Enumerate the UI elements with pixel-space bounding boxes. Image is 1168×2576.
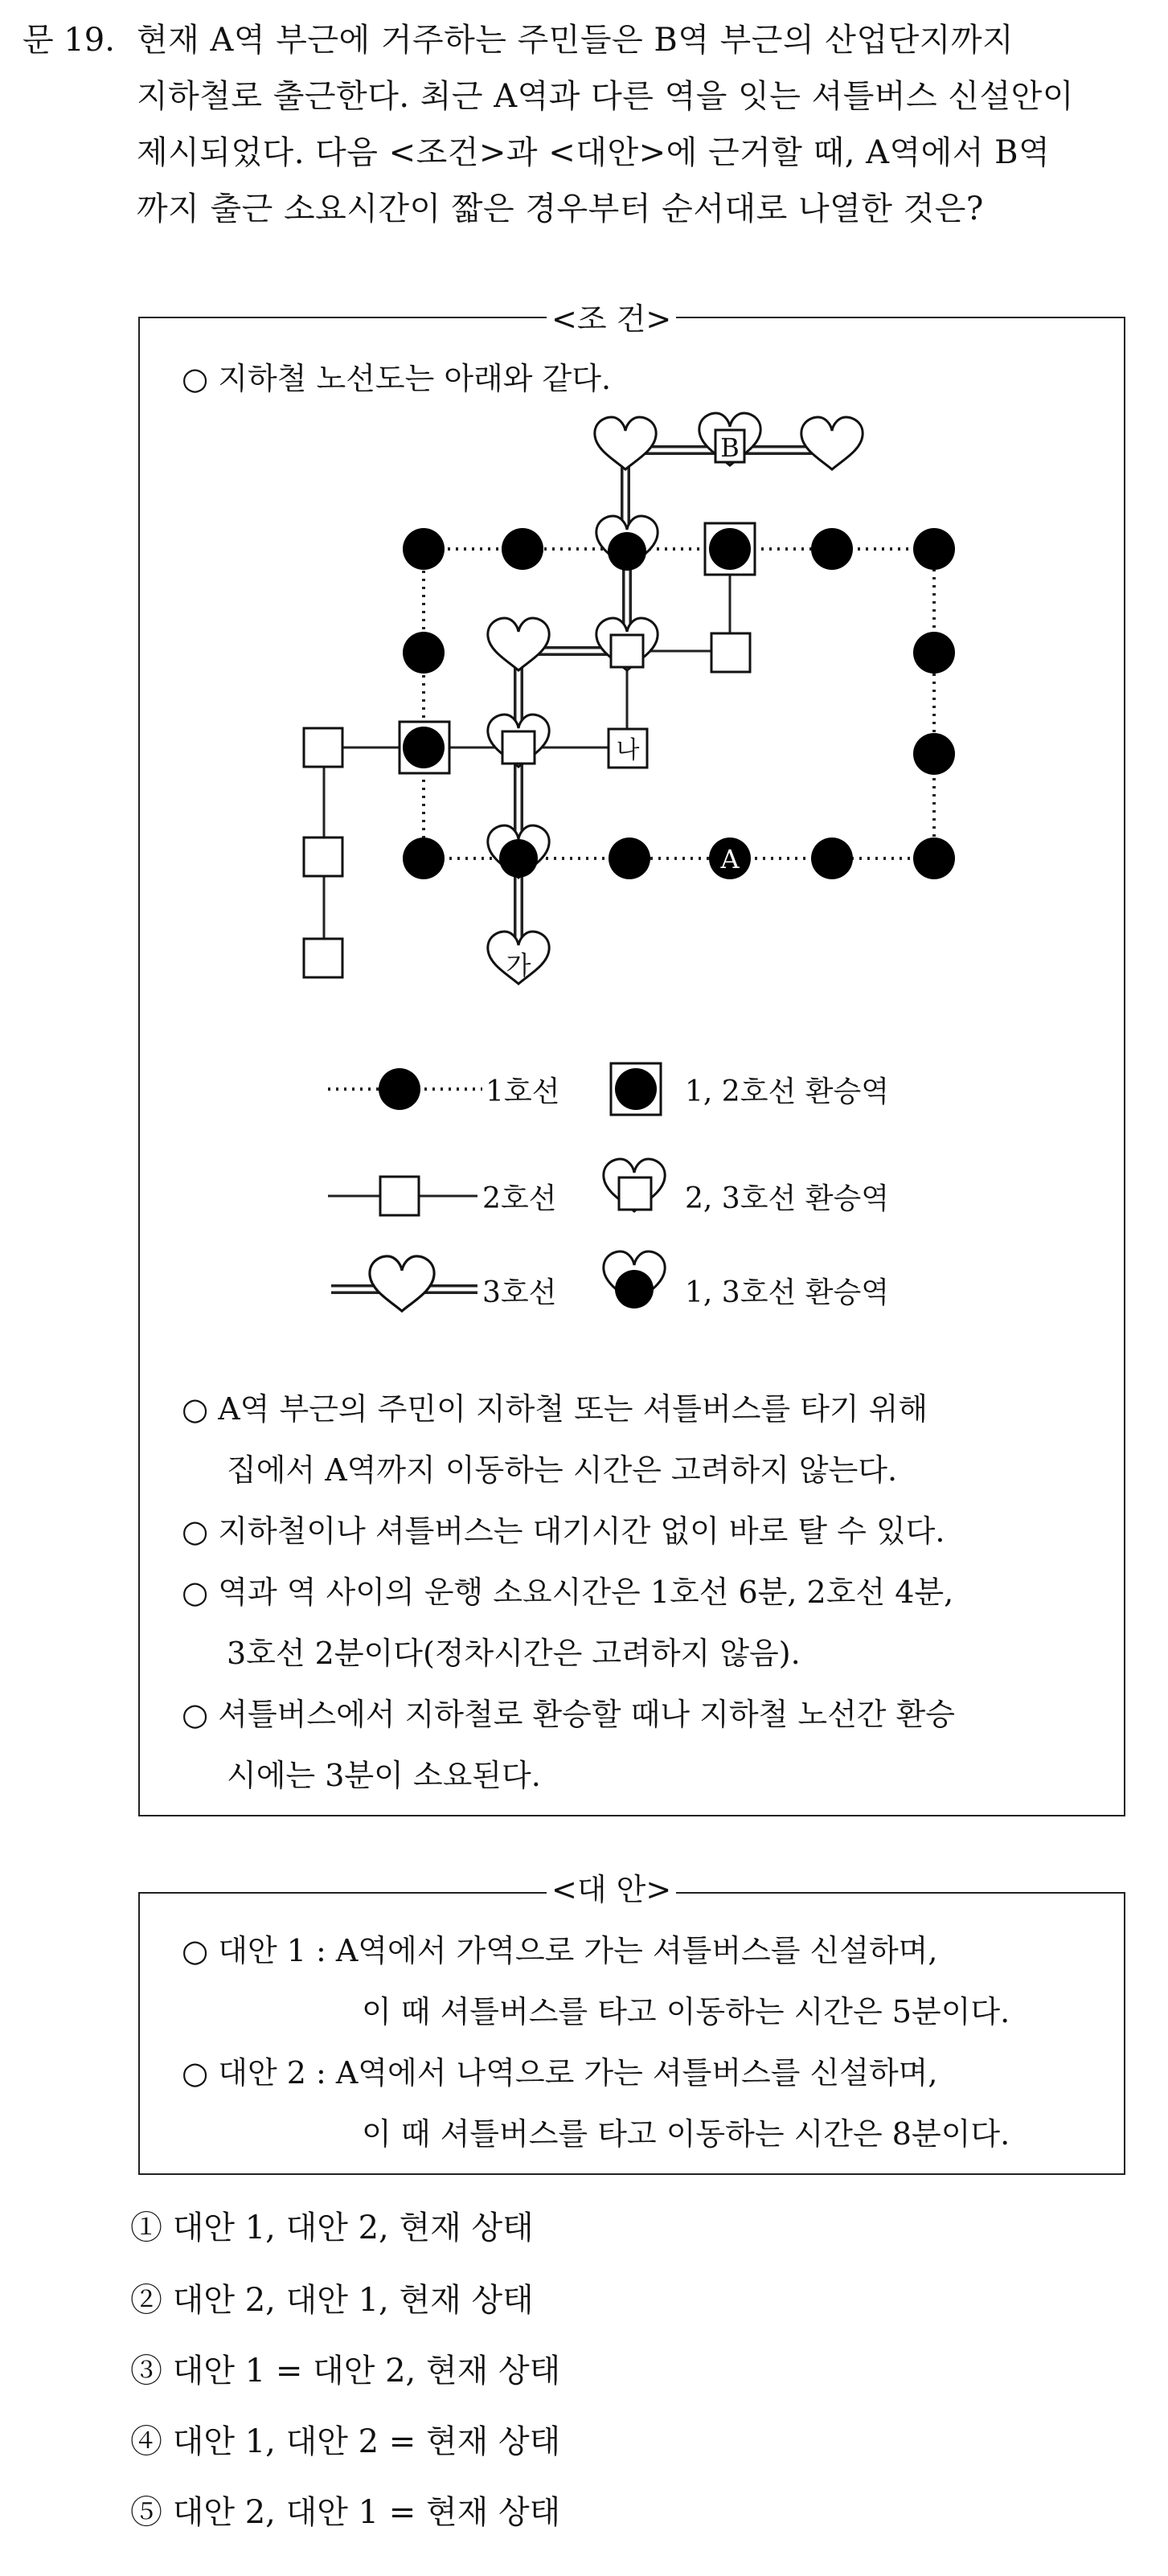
alternatives-title: <대 안> xyxy=(547,1865,676,1909)
label-B: B xyxy=(720,432,740,463)
label-A: A xyxy=(720,844,740,874)
alternative-2a: ○ 대안 2 : A역에서 나역으로 가는 셔틀버스를 신설하며, xyxy=(182,2055,938,2091)
condition-bullet-4b: 시에는 3분이 소요된다. xyxy=(227,1758,541,1793)
legend-line1-symbol xyxy=(328,1068,482,1110)
station-line1 xyxy=(403,838,445,879)
legend-transfer12-label: 1, 2호선 환승역 xyxy=(685,1075,890,1108)
answer-option-4[interactable]: ④ 대안 1, 대안 2 = 현재 상태 xyxy=(130,2423,561,2460)
question-line-2: 지하철로 출근한다. 최근 A역과 다른 역을 잇는 셔틀버스 신설안이 xyxy=(137,78,1074,115)
label-ga: 가 xyxy=(506,950,531,981)
legend-transfer12-symbol xyxy=(611,1063,661,1115)
question-line-1: 현재 A역 부근에 거주하는 주민들은 B역 부근의 산업단지까지 xyxy=(137,22,1014,59)
question-line-3: 제시되었다. 다음 <조건>과 <대안>에 근거할 때, A역에서 B역 xyxy=(137,134,1051,171)
legend-line3-symbol xyxy=(331,1256,477,1311)
condition-bullet-1a: ○ A역 부근의 주민이 지하철 또는 셔틀버스를 타기 위해 xyxy=(182,1391,928,1427)
station-line2 xyxy=(304,838,342,876)
legend-transfer13-label: 1, 3호선 환승역 xyxy=(685,1276,890,1309)
station-line2 xyxy=(711,633,750,672)
station-line3 xyxy=(595,417,656,469)
question-line-4: 까지 출근 소요시간이 짧은 경우부터 순서대로 나열한 것은? xyxy=(137,190,984,227)
condition-bullet-3a: ○ 역과 역 사이의 운행 소요시간은 1호선 6분, 2호선 4분, xyxy=(182,1575,954,1610)
legend-transfer13-symbol xyxy=(604,1251,665,1308)
legend-line3-label: 3호선 xyxy=(482,1276,557,1309)
answer-option-2[interactable]: ② 대안 2, 대안 1, 현재 상태 xyxy=(130,2282,534,2319)
legend-line2-symbol xyxy=(328,1177,477,1215)
station-line1 xyxy=(502,528,543,570)
legend-transfer23-label: 2, 3호선 환승역 xyxy=(685,1182,890,1215)
station-line1 xyxy=(811,528,853,570)
conditions-title: <조 건> xyxy=(547,294,676,338)
label-na: 나 xyxy=(616,736,640,764)
legend-transfer23-symbol xyxy=(604,1159,665,1211)
station-line1 xyxy=(403,632,445,674)
station-line2 xyxy=(304,939,342,977)
legend-line2-label: 2호선 xyxy=(482,1182,557,1215)
answer-option-3[interactable]: ③ 대안 1 = 대안 2, 현재 상태 xyxy=(130,2353,561,2390)
question-number: 문 19. xyxy=(23,22,115,59)
station-line2 xyxy=(304,728,342,767)
line3-track xyxy=(518,450,832,960)
answer-option-1[interactable]: ① 대안 1, 대안 2, 현재 상태 xyxy=(130,2209,534,2246)
station-line1 xyxy=(913,632,955,674)
station-line1 xyxy=(403,528,445,570)
condition-bullet-2: ○ 지하철이나 셔틀버스는 대기시간 없이 바로 탈 수 있다. xyxy=(182,1513,945,1549)
line1-track xyxy=(424,549,934,858)
alternative-2b: 이 때 셔틀버스를 타고 이동하는 시간은 8분이다. xyxy=(362,2116,1010,2152)
answer-option-5[interactable]: ⑤ 대안 2, 대안 1 = 현재 상태 xyxy=(130,2494,561,2531)
station-line1 xyxy=(913,733,955,775)
station-line3 xyxy=(488,618,549,670)
station-line3 xyxy=(801,417,863,469)
condition-bullet-4a: ○ 셔틀버스에서 지하철로 환승할 때나 지하철 노선간 환승 xyxy=(182,1697,955,1732)
condition-bullet-1b: 집에서 A역까지 이동하는 시간은 고려하지 않는다. xyxy=(227,1452,898,1488)
alternative-1b: 이 때 셔틀버스를 타고 이동하는 시간은 5분이다. xyxy=(362,1994,1010,2029)
station-line1 xyxy=(609,838,650,879)
station-line1 xyxy=(811,838,853,879)
station-line1 xyxy=(913,528,955,570)
legend-line1-label: 1호선 xyxy=(486,1075,560,1108)
condition-bullet-3b: 3호선 2분이다(정차시간은 고려하지 않음). xyxy=(227,1636,801,1671)
conditions-intro: ○ 지하철 노선도는 아래와 같다. xyxy=(182,361,612,396)
alternative-1a: ○ 대안 1 : A역에서 가역으로 가는 셔틀버스를 신설하며, xyxy=(182,1933,938,1968)
station-line1 xyxy=(913,838,955,879)
